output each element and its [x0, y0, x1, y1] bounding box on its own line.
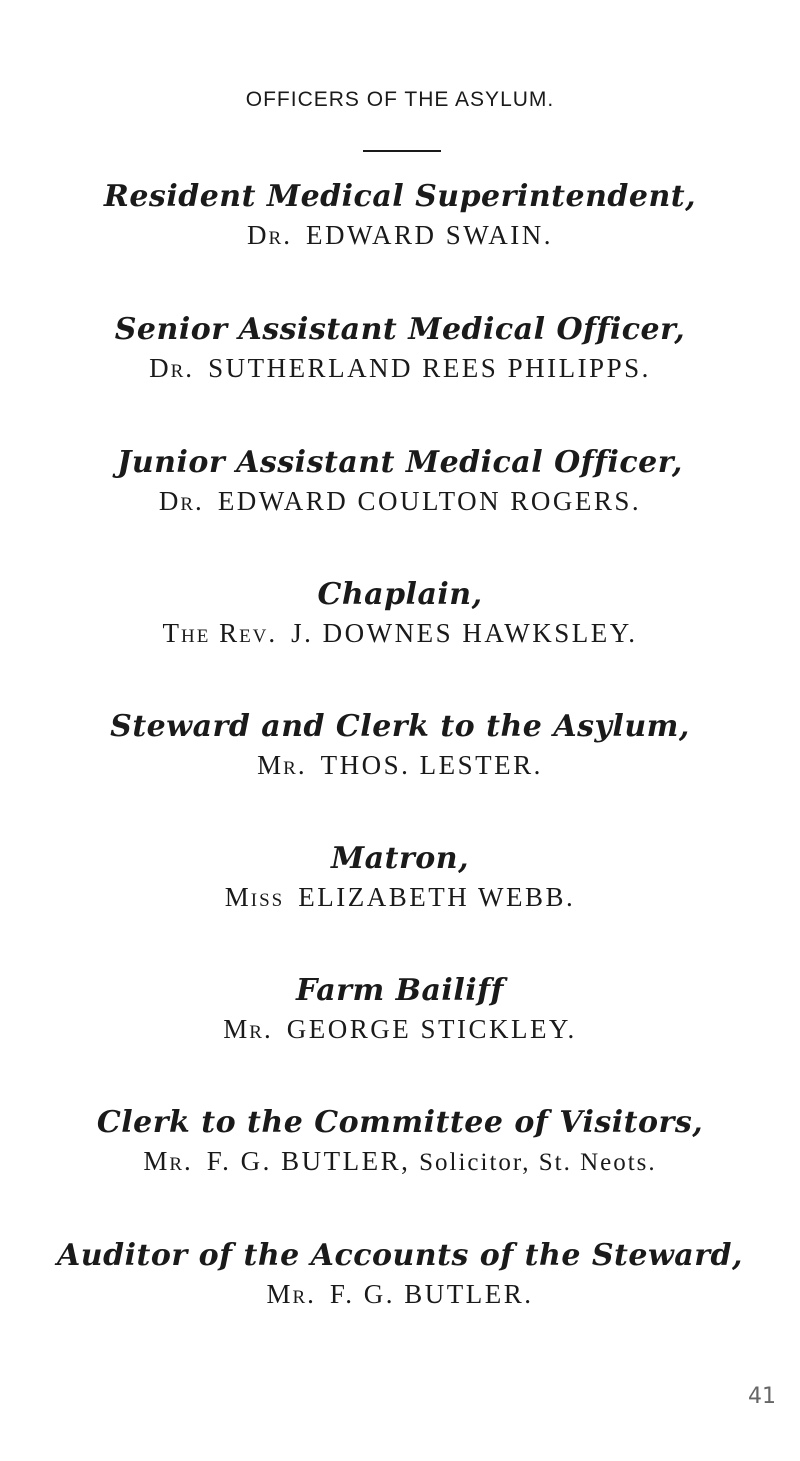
holder-name: J. DOWNES HAWKSLEY. — [291, 618, 638, 648]
holder-title: Dr. — [158, 486, 204, 516]
holder-name: F. G. BUTLER. — [329, 1279, 534, 1309]
entry-junior-assistant — [0, 444, 800, 518]
office-title: Steward and Clerk to the Asylum, — [110, 709, 690, 744]
holder-name: SUTHERLAND REES PHILIPPS. — [208, 353, 651, 383]
office-holder — [0, 484, 800, 518]
holder-title: Mr. — [223, 1014, 273, 1044]
office-holder — [0, 218, 800, 252]
holder-name: THOS. LESTER. — [320, 750, 543, 780]
office-holder — [0, 1144, 800, 1180]
page-mark: 41 — [748, 1384, 776, 1409]
holder-title: Mr. — [257, 750, 307, 780]
office-title: Matron, — [330, 841, 470, 876]
holder-title: Dr. — [149, 353, 195, 383]
holder-title: Dr. — [247, 220, 292, 250]
office-title: Chaplain, — [317, 577, 483, 612]
office-holder — [0, 880, 800, 914]
holder-title: Miss — [224, 882, 285, 912]
page-heading: OFFICERS OF THE ASYLUM. — [245, 88, 555, 111]
office-holder — [0, 616, 800, 650]
holder-description: Solicitor, St. Neots. — [419, 1149, 657, 1176]
entry-senior-assistant — [0, 311, 800, 385]
office-title: Senior Assistant Medical Officer, — [114, 312, 686, 347]
entry-auditor — [0, 1237, 800, 1311]
entry-clerk-committee — [0, 1104, 800, 1180]
office-holder — [0, 1012, 800, 1046]
office-title: Junior Assistant Medical Officer, — [117, 445, 683, 480]
holder-name: F. G. BUTLER, — [206, 1146, 411, 1176]
entry-farm-bailiff — [0, 972, 800, 1046]
holder-name: GEORGE STICKLEY. — [286, 1014, 577, 1044]
holder-name: EDWARD SWAIN. — [305, 220, 553, 250]
entry-steward — [0, 708, 800, 782]
holder-name: EDWARD COULTON ROGERS. — [217, 486, 642, 516]
entry-matron — [0, 840, 800, 914]
holder-title: Mr. — [143, 1146, 193, 1176]
holder-title: Mr. — [266, 1279, 316, 1309]
office-holder — [0, 351, 800, 385]
office-holder — [0, 1277, 800, 1311]
office-title: Auditor of the Accounts of the Steward, — [57, 1238, 743, 1273]
heading-rule — [363, 150, 441, 152]
office-holder — [0, 748, 800, 782]
entry-chaplain — [0, 576, 800, 650]
holder-title: The Rev. — [162, 618, 278, 648]
office-title: Clerk to the Committee of Visitors, — [96, 1105, 704, 1140]
holder-name: ELIZABETH WEBB. — [298, 882, 576, 912]
office-title: Farm Bailiff — [296, 973, 504, 1008]
office-title: Resident Medical Superintendent, — [103, 179, 697, 214]
entry-resident-superintendent — [0, 178, 800, 252]
